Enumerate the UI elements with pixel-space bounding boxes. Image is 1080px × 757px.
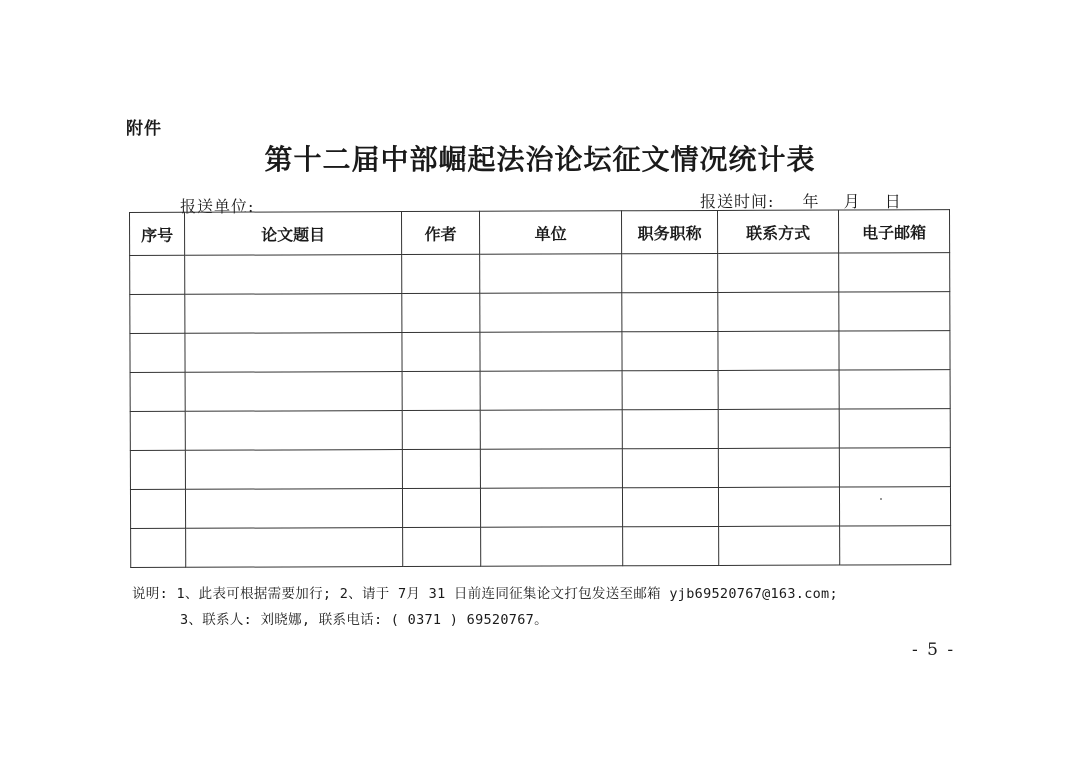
table-cell [481, 527, 623, 566]
table-row [130, 448, 950, 490]
table-cell [718, 448, 839, 487]
table-cell [480, 293, 622, 332]
table-cell [402, 293, 480, 332]
submission-time-label: 报送时间: [700, 192, 775, 211]
table-row [131, 526, 951, 568]
table-cell [402, 449, 480, 488]
table-row [130, 409, 950, 451]
table-row [130, 253, 950, 295]
day-label: 日 [884, 192, 902, 211]
table-cell [402, 332, 480, 371]
table-cell [130, 489, 185, 528]
table-cell [718, 370, 839, 409]
table-cell [480, 410, 622, 449]
submitting-unit-label: 报送单位: [180, 197, 255, 216]
table-cell [622, 292, 718, 331]
scan-speck [880, 498, 882, 500]
table-cell [185, 294, 402, 334]
table-cell [130, 333, 185, 372]
table-cell [185, 450, 402, 490]
table-row [130, 487, 950, 529]
table-cell [186, 528, 403, 568]
table-cell [622, 370, 718, 409]
table-row [130, 331, 950, 373]
table-cell [718, 292, 839, 331]
column-header-unit: 单位 [479, 211, 621, 254]
table-cell [839, 253, 950, 292]
column-header-serial: 序号 [130, 212, 185, 255]
table-cell [839, 292, 950, 331]
table-cell [839, 448, 950, 487]
table-cell [839, 331, 950, 370]
table-cell [402, 488, 480, 527]
table-cell [718, 253, 839, 292]
table-cell [403, 527, 481, 566]
notes-line-2: 3、联系人: 刘晓娜, 联系电话: ( 0371 ) 69520767。 [180, 612, 548, 628]
table-cell [622, 448, 718, 487]
table-cell [622, 331, 718, 370]
page-title: 第十二届中部崛起法治论坛征文情况统计表 [264, 143, 816, 176]
table-cell [402, 371, 480, 410]
table-cell [623, 526, 719, 565]
table-cell [130, 255, 185, 294]
table-cell [185, 372, 402, 412]
column-header-email: 电子邮箱 [838, 210, 949, 253]
table-cell [719, 526, 840, 565]
table-cell [131, 528, 186, 567]
table-cell [185, 489, 402, 529]
table-cell [718, 409, 839, 448]
table-cell [185, 333, 402, 373]
year-label: 年 [802, 192, 820, 211]
notes-line-1: 说明: 1、此表可根据需要加行; 2、请于 7月 31 日前连同征集论文打包发送至邮箱 yjb69520767@163.com; [132, 586, 838, 602]
statistics-table [129, 209, 951, 568]
table-cell [718, 331, 839, 370]
table-cell [622, 409, 718, 448]
table-cell [839, 370, 950, 409]
table-cell [480, 371, 622, 410]
table-cell [839, 409, 950, 448]
table-cell [480, 449, 622, 488]
table-cell [480, 488, 622, 527]
table-header-row [130, 210, 950, 256]
table-cell [839, 487, 950, 526]
attachment-label: 附件 [126, 119, 162, 139]
table-cell [402, 254, 480, 293]
table-cell [480, 332, 622, 371]
table-body [130, 253, 951, 568]
table-cell [480, 254, 622, 293]
table-cell [185, 255, 402, 295]
table-cell [130, 372, 185, 411]
column-header-position: 职务职称 [621, 210, 717, 253]
table-cell [718, 487, 839, 526]
statistics-table-wrapper [129, 209, 950, 568]
table-cell [840, 526, 951, 565]
table-row [130, 370, 950, 412]
table-cell [130, 450, 185, 489]
table-row [130, 292, 950, 334]
table-cell [622, 487, 718, 526]
column-header-paper-title: 论文题目 [185, 212, 402, 256]
table-cell [402, 410, 480, 449]
table-cell [130, 411, 185, 450]
month-label: 月 [843, 192, 861, 211]
table-cell [185, 411, 402, 451]
column-header-contact: 联系方式 [717, 210, 838, 253]
column-header-author: 作者 [402, 211, 480, 254]
table-cell [130, 294, 185, 333]
table-cell [622, 253, 718, 292]
page-number: - 5 - [912, 640, 956, 660]
